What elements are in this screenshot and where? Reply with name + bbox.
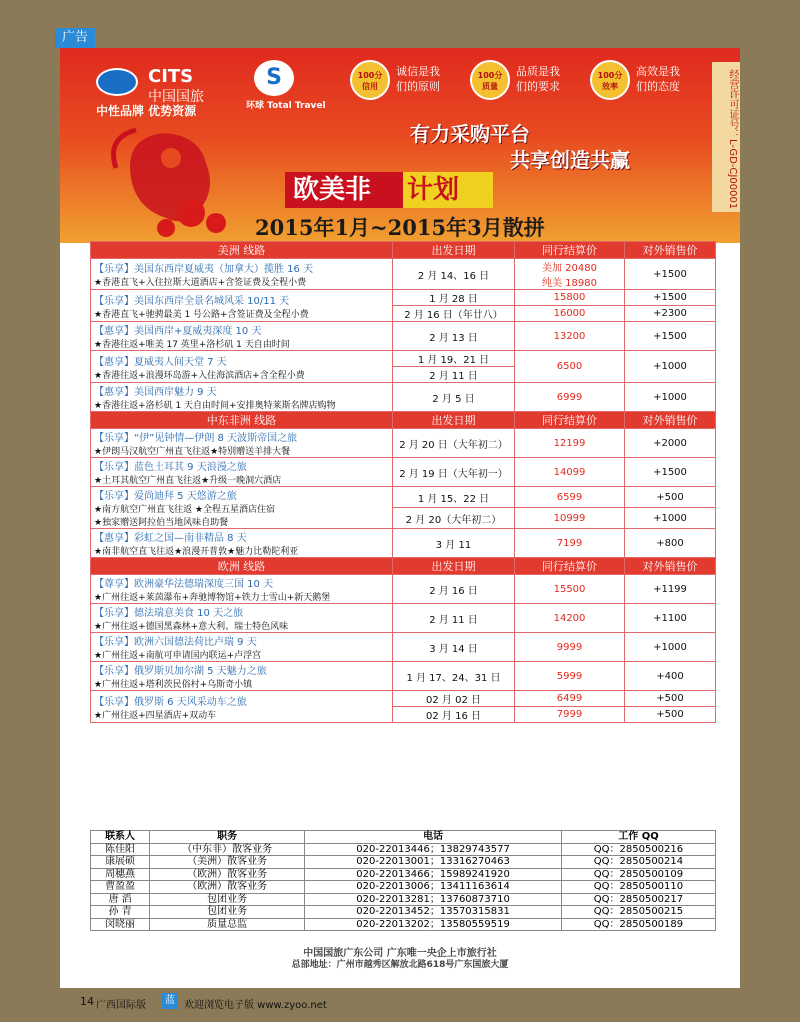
retail-price: +1100 xyxy=(625,604,716,633)
route-title: 【惠享】彩虹之国—南非精品 8 天 xyxy=(94,533,247,544)
section-header-cell: 同行结算价 xyxy=(515,242,625,259)
trip-row xyxy=(91,487,716,508)
route-features: ★广州往返+德国黑森林+意大利、瑞士特色风味 xyxy=(94,622,289,632)
contact-cell: 020-22013466；15989241920 xyxy=(305,868,562,881)
trip-row xyxy=(91,691,716,707)
trip-info-cell xyxy=(91,458,393,487)
trip-row xyxy=(91,383,716,412)
contact-cell: 闵晓丽 xyxy=(91,918,150,931)
cits-slogan: 中性品牌 优势资源 xyxy=(96,104,197,118)
route-features: ★南非航空直飞往返★浪漫开普敦★魅力比勒陀利亚 xyxy=(94,547,299,557)
trips-table xyxy=(90,241,716,723)
route-title: 【乐享】俄罗斯贝加尔湖 5 天魅力之旅 xyxy=(94,666,267,677)
contact-row xyxy=(91,843,716,856)
contact-row xyxy=(91,893,716,906)
section-header-row xyxy=(91,412,716,429)
contact-cell: 020-22013001；13316270463 xyxy=(305,856,562,869)
contact-cell: 020-22013446；13829743577 xyxy=(305,843,562,856)
trip-row xyxy=(91,322,716,351)
departure-date: 1 月 15、22 日 xyxy=(393,487,515,508)
peer-price: 13200 xyxy=(515,322,625,351)
contact-row xyxy=(91,881,716,894)
cits-logo xyxy=(82,58,232,122)
section-header-cell: 同行结算价 xyxy=(515,558,625,575)
badge-quality xyxy=(470,60,580,100)
peer-price: 6999 xyxy=(515,383,625,412)
departure-date: 2 月 14、16 日 xyxy=(393,259,515,290)
ad-tag: 广告 xyxy=(55,28,95,48)
departure-date: 2 月 13 日 xyxy=(393,322,515,351)
retail-price: +800 xyxy=(625,529,716,558)
departure-date: 02 月 02 日 xyxy=(393,691,515,707)
contact-row xyxy=(91,918,716,931)
trip-info-cell xyxy=(91,322,393,351)
retail-price: +2300 xyxy=(625,306,716,322)
retail-price: +1500 xyxy=(625,290,716,306)
trip-row xyxy=(91,429,716,458)
date-range-subtitle: 2015年1月~2015年3月散拼 xyxy=(255,215,545,240)
section-header-cell: 对外销售价 xyxy=(625,412,716,429)
trip-info-cell xyxy=(91,575,393,604)
contact-cell: 孙 青 xyxy=(91,906,150,919)
address-line: 总部地址：广州市越秀区解放北路618号广东国旅大厦 xyxy=(291,960,509,970)
peer-price: 14200 xyxy=(515,604,625,633)
license-number: 经营许可证号：L-GD-CJ00001 xyxy=(712,62,740,212)
contact-cell: 020-22013281；13760873710 xyxy=(305,893,562,906)
badge-credit-text: 诚信是我 们的原则 xyxy=(396,65,440,93)
total-travel-logo xyxy=(238,60,326,118)
route-features: ★南方航空广州直飞往返 ★全程五星酒店住宿 xyxy=(94,505,275,515)
route-title: 【乐享】美国东西岸夏威夷（加拿大）揽胜 16 天 xyxy=(94,264,314,275)
peer-price xyxy=(515,259,625,290)
trip-row xyxy=(91,662,716,691)
departure-date: 2 月 11 日 xyxy=(393,367,515,383)
contact-cell: QQ：2850500217 xyxy=(561,893,715,906)
trip-info-cell xyxy=(91,691,393,723)
route-features: ★土耳其航空广州直飞往返★升级一晚洞穴酒店 xyxy=(94,476,282,486)
contact-row xyxy=(91,856,716,869)
contact-cell: 包团业务 xyxy=(150,906,305,919)
departure-date: 1 月 28 日 xyxy=(393,290,515,306)
departure-date: 3 月 11 xyxy=(393,529,515,558)
route-title: 【乐享】美国东西岸全景名城风采 10/11 天 xyxy=(94,295,290,307)
departure-date: 2 月 11 日 xyxy=(393,604,515,633)
contact-cell: QQ：2850500189 xyxy=(561,918,715,931)
departure-date: 2 月 20（大年初二） xyxy=(393,508,515,529)
contact-cell: （欧洲）散客业务 xyxy=(150,881,305,894)
section-header-cell: 出发日期 xyxy=(393,242,515,259)
trip-row xyxy=(91,458,716,487)
peer-price-line: 美加 20480 xyxy=(542,263,597,274)
route-features: ★香港往返+唯美 17 英里+洛杉矶 1 天自由时间 xyxy=(94,340,290,350)
contact-cell: （中东非）散客业务 xyxy=(150,843,305,856)
section-header-cell: 欧洲 线路 xyxy=(91,558,393,575)
contact-cell: 020-22013006；13411163614 xyxy=(305,881,562,894)
contacts-header-cell: 工作 QQ xyxy=(561,831,715,844)
section-header-row xyxy=(91,242,716,259)
total-s-icon: S xyxy=(254,60,294,96)
contact-cell: 康展硕 xyxy=(91,856,150,869)
contact-cell: （美洲）散客业务 xyxy=(150,856,305,869)
trip-row xyxy=(91,351,716,367)
route-features-2: ★独家赠送阿拉伯当地风味自助餐 xyxy=(94,518,229,528)
contacts-header-cell: 联系人 xyxy=(91,831,150,844)
retail-price: +1199 xyxy=(625,575,716,604)
departure-date: 2 月 20 日（大年初二） xyxy=(393,429,515,458)
trip-row xyxy=(91,604,716,633)
route-title: 【惠享】夏威夷人间天堂 7 天 xyxy=(94,356,227,368)
slogan-line-1: 有力采购平台 xyxy=(410,122,530,146)
peer-price: 14099 xyxy=(515,458,625,487)
contact-row xyxy=(91,868,716,881)
retail-price: +1000 xyxy=(625,508,716,529)
contacts-header-row xyxy=(91,831,716,844)
route-title: 【乐享】“伊”见钟情—伊朗 8 天波斯帝国之旅 xyxy=(94,433,298,444)
monkey-papercut-icon xyxy=(106,118,256,243)
route-features: ★广州往返+塔利茨民俗村+乌斯奇小镇 xyxy=(94,680,253,690)
departure-date: 2 月 5 日 xyxy=(393,383,515,412)
section-header-cell: 出发日期 xyxy=(393,412,515,429)
peer-price: 5999 xyxy=(515,662,625,691)
retail-price: +500 xyxy=(625,487,716,508)
retail-price: +1000 xyxy=(625,383,716,412)
route-title: 【乐享】蓝色土耳其 9 天浪漫之旅 xyxy=(94,462,247,473)
ad-page xyxy=(60,48,740,988)
section-header-cell: 对外销售价 xyxy=(625,558,716,575)
section-header-cell: 出发日期 xyxy=(393,558,515,575)
seal-efficiency-icon: 100分 效率 xyxy=(590,60,630,100)
trip-info-cell xyxy=(91,351,393,383)
trip-info-cell xyxy=(91,662,393,691)
peer-price: 12199 xyxy=(515,429,625,458)
contact-cell: 020-22013452；13570315831 xyxy=(305,906,562,919)
route-title: 【乐享】德法瑞意美食 10 天之旅 xyxy=(94,608,244,619)
trip-row xyxy=(91,633,716,662)
ad-header xyxy=(60,48,740,243)
retail-price: +500 xyxy=(625,707,716,723)
cits-brand: CITS xyxy=(148,66,194,87)
route-features: ★香港直飞+驰骋最美 1 号公路+含签证费及全程小费 xyxy=(94,309,309,320)
retail-price: +400 xyxy=(625,662,716,691)
badge-efficiency-text: 高效是我 们的态度 xyxy=(636,65,680,93)
contact-cell: QQ：2850500109 xyxy=(561,868,715,881)
retail-price: +2000 xyxy=(625,429,716,458)
peer-price: 9999 xyxy=(515,633,625,662)
slogan-line-2: 共享创造共赢 xyxy=(510,148,630,172)
peer-price: 6499 xyxy=(515,691,625,707)
retail-price: +1000 xyxy=(625,633,716,662)
total-travel-name: 环球 Total Travel xyxy=(246,101,326,111)
contact-cell: 陈佳阳 xyxy=(91,843,150,856)
contact-row xyxy=(91,906,716,919)
globe-icon xyxy=(96,68,138,96)
trip-info-cell xyxy=(91,383,393,412)
route-title: 【惠享】美国西岸魅力 9 天 xyxy=(94,387,217,398)
contact-cell: 曹盈盈 xyxy=(91,881,150,894)
badge-credit xyxy=(350,60,460,100)
section-header-cell: 美洲 线路 xyxy=(91,242,393,259)
contacts-table xyxy=(90,830,716,931)
section-header-cell: 同行结算价 xyxy=(515,412,625,429)
peer-price-line: 纯美 18980 xyxy=(542,278,597,289)
contact-cell: 质量总监 xyxy=(150,918,305,931)
route-features: ★广州往返+南航可申请国内联运+卢浮宫 xyxy=(94,651,262,661)
contact-cell: QQ：2850500215 xyxy=(561,906,715,919)
route-features: ★香港往返+浪漫环岛游+入住海滨酒店+含全程小费 xyxy=(94,370,305,381)
contact-cell: QQ：2850500110 xyxy=(561,881,715,894)
company-line: 中国国旅广东公司 广东唯一央企上市旅行社 xyxy=(303,948,497,959)
section-header-cell: 中东非洲 线路 xyxy=(91,412,393,429)
cits-cn: 中国国旅 xyxy=(148,89,204,105)
lan-icon: 蓝 xyxy=(162,993,178,1009)
departure-date: 1 月 17、24、31 日 xyxy=(393,662,515,691)
trip-info-cell xyxy=(91,529,393,558)
badge-quality-text: 品质是我 们的要求 xyxy=(516,65,560,93)
trip-row xyxy=(91,259,716,290)
page-number: 14 xyxy=(80,995,94,1008)
contact-cell: 唐 滔 xyxy=(91,893,150,906)
main-title-red: 欧美非 xyxy=(285,172,405,208)
edition-label: 广西国际版 xyxy=(96,1000,146,1011)
trip-row xyxy=(91,575,716,604)
website-text: 欢迎浏览电子版 www.zyoo.net xyxy=(184,1000,327,1011)
route-title: 【惠享】美国西岸+夏威夷深度 10 天 xyxy=(94,326,262,337)
contact-cell: QQ：2850500216 xyxy=(561,843,715,856)
peer-price: 6599 xyxy=(515,487,625,508)
peer-price: 15800 xyxy=(515,290,625,306)
departure-date: 2 月 19 日（大年初一） xyxy=(393,458,515,487)
route-features: ★香港直飞+入住拉斯大道酒店+含签证费及全程小费 xyxy=(94,278,307,288)
departure-date: 3 月 14 日 xyxy=(393,633,515,662)
trip-info-cell xyxy=(91,290,393,322)
seal-quality-icon: 100分 质量 xyxy=(470,60,510,100)
contacts-header-cell: 电话 xyxy=(305,831,562,844)
route-title: 【乐享】俄罗斯 6 天风采动车之旅 xyxy=(94,696,247,708)
trip-row xyxy=(91,529,716,558)
seal-credit-icon: 100分 信用 xyxy=(350,60,390,100)
main-title-yellow: 计划 xyxy=(403,172,493,208)
route-features: ★广州往返+四星酒店+双动车 xyxy=(94,710,217,721)
departure-date: 2 月 16 日（年廿八） xyxy=(393,306,515,322)
peer-price xyxy=(515,351,625,383)
page-footer xyxy=(60,993,740,1013)
trip-info-cell xyxy=(91,633,393,662)
retail-price: +500 xyxy=(625,691,716,707)
peer-price: 15500 xyxy=(515,575,625,604)
peer-price: 10999 xyxy=(515,508,625,529)
section-header-row xyxy=(91,558,716,575)
route-title: 【尊享】欧洲豪华法德瑞深度三国 10 天 xyxy=(94,579,274,590)
contact-cell: 020-22013202；13580559519 xyxy=(305,918,562,931)
route-title: 【乐享】爱尚迪拜 5 天悠游之旅 xyxy=(94,491,237,502)
trip-row xyxy=(91,290,716,306)
contact-cell: 包团业务 xyxy=(150,893,305,906)
peer-price: 7199 xyxy=(515,529,625,558)
route-features: ★伊朗马汉航空广州直飞往返★特别赠送羊排大餐 xyxy=(94,447,291,457)
retail-price: +1000 xyxy=(625,351,716,383)
section-header-cell: 对外销售价 xyxy=(625,242,716,259)
badge-efficiency xyxy=(590,60,700,100)
contacts-header-cell: 职务 xyxy=(150,831,305,844)
departure-date: 02 月 16 日 xyxy=(393,707,515,723)
trip-info-cell xyxy=(91,487,393,529)
route-features: ★香港往返+洛杉矶 1 天自由时间+安排奥特莱斯名牌店购物 xyxy=(94,401,336,411)
departure-date: 1 月 19、21 日 xyxy=(393,351,515,367)
contact-cell: QQ：2850500214 xyxy=(561,856,715,869)
contact-cell: 周穗燕 xyxy=(91,868,150,881)
peer-price-line: 6500 xyxy=(556,361,583,372)
trip-info-cell xyxy=(91,259,393,290)
trip-info-cell xyxy=(91,604,393,633)
retail-price: +1500 xyxy=(625,322,716,351)
peer-price: 16000 xyxy=(515,306,625,322)
trip-info-cell xyxy=(91,429,393,458)
retail-price: +1500 xyxy=(625,259,716,290)
route-title: 【乐享】欧洲六国德法荷比卢瑞 9 天 xyxy=(94,637,257,648)
retail-price: +1500 xyxy=(625,458,716,487)
peer-price: 7999 xyxy=(515,707,625,723)
departure-date: 2 月 16 日 xyxy=(393,575,515,604)
route-features: ★广州往返+莱茵瀑布+奔驰博物馆+铁力士雪山+新天鹅堡 xyxy=(94,593,331,603)
contact-cell: （欧洲）散客业务 xyxy=(150,868,305,881)
